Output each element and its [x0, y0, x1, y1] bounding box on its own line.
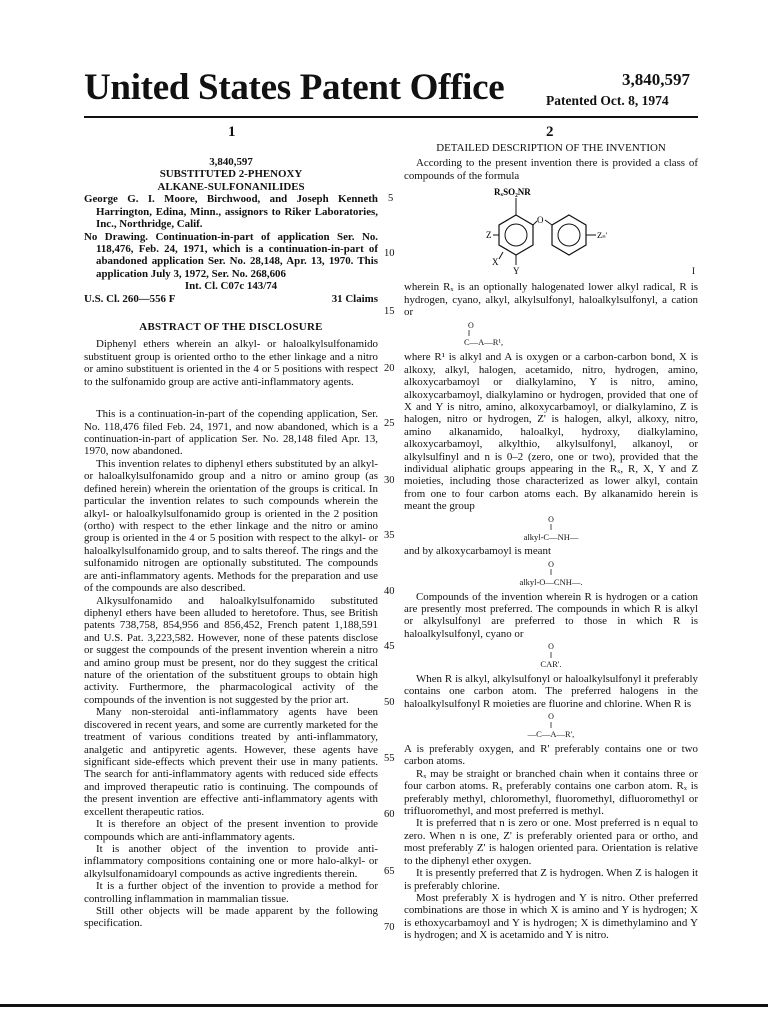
patent-office-title: United States Patent Office — [84, 67, 505, 108]
formula-carbonyl-a — [464, 322, 698, 348]
header-rule — [84, 116, 698, 118]
line-number: 35 — [384, 530, 395, 541]
paragraph: This is a continuation-in-part of the copending application, Ser. No. 118,476 filed Feb. 24, 1971, and now abandoned, which is a continuation-in-part of application Ser. No. 28,148 filed Apr. 13, 1970, now abandoned. — [84, 408, 378, 458]
paragraph: It is preferred that n is zero or one. Most preferred is n equal to zero. When n is one, Z' is preferably oriented para or ortho, and most preferably Z' is halogen oriented para. Orientation is relative to the diphenyl ether oxygen. — [404, 817, 698, 867]
formula-main: —C—A—R', — [527, 728, 575, 739]
line-number: 65 — [384, 866, 395, 877]
line-number: 60 — [384, 809, 395, 820]
paragraph: It is a further object of the invention to provide a method for controlling inflammation in mammalian tissue. — [84, 880, 378, 905]
claims-count: 31 Claims — [331, 292, 378, 305]
formula-zn: Zₙ' — [597, 230, 608, 241]
footer-rule — [0, 1004, 768, 1007]
paragraph: It is presently preferred that Z is hydrogen. When Z is halogen it is preferably chlorine. — [404, 867, 698, 892]
paragraph: When R is alkyl, alkylsulfonyl or haloalkylsulfonyl it preferably contains one carbon atom. The preferred halogens in the haloalkylsulfonyl R moieties are fluorine and chlorine. When R is — [404, 672, 698, 710]
bond-line — [545, 220, 552, 225]
abstract-heading: ABSTRACT OF THE DISCLOSURE — [139, 321, 323, 334]
line-number: 20 — [384, 363, 395, 374]
patent-date: Patented Oct. 8, 1974 — [546, 93, 669, 108]
filing-info: No Drawing. Continuation-in-part of application Ser. No. 118,476, Feb. 24, 1971, which is a continuation-in-part of abandoned application Ser. No. 28,148, Apr. 13, 1970. This application July 3, 1972, Ser. No. 268,606 — [84, 230, 378, 280]
line-number: 25 — [384, 418, 395, 429]
formula-double-bond: ‖ — [549, 568, 553, 578]
line-number: 45 — [384, 641, 395, 652]
paragraph: It is another object of the invention to provide anti-inflammatory compositions containing one or more halo-alkyl- or alkylsulfonamidoaryl compounds as active ingredients therein. — [84, 842, 378, 880]
formula-double-bond: ‖ — [549, 650, 553, 660]
formula-alkoxycarbamoyl — [404, 561, 698, 587]
formula-car-dash — [404, 713, 698, 739]
formula-double-bond: ‖ — [549, 523, 553, 533]
column-number-right: 2 — [546, 124, 554, 140]
formula-x: X — [492, 257, 499, 268]
inventors: George G. I. Moore, Birchwood, and Joseph Kenneth Harrington, Edina, Minn., assignors to Riker Laboratories, Inc., Northridge, Calif. — [84, 193, 378, 231]
formula-car — [404, 643, 698, 669]
line-number: 5 — [388, 193, 394, 204]
formula-double-bond: ‖ — [549, 720, 553, 730]
doc-title: SUBSTITUTED 2-PHENOXY ALKANE-SULFONANILIDES — [157, 168, 305, 193]
formula-main: C—A—R¹, — [464, 337, 504, 348]
doc-number: 3,840,597 — [209, 156, 253, 168]
line-number: 40 — [384, 586, 395, 597]
paragraph: and by alkoxycarbamoyl is meant — [404, 545, 551, 558]
paragraph: Compounds of the invention wherein R is hydrogen or a cation are presently most preferred. The compounds in which R is alkyl or alkylsulfonyl are preferred to those in which R is haloalkylsulfonyl, cyano or — [404, 590, 698, 640]
paragraph: Still other objects will be made apparent by the following specification. — [84, 905, 378, 930]
ring-circle-left — [505, 224, 527, 246]
line-number: 50 — [384, 697, 395, 708]
paragraph: This invention relates to diphenyl ethers substituted by an alkyl- or haloalkylsulfonamido group and a nitro or amino group (as defined herein) wherein the orientation of the groups is critical. In particular the invention relates to such compounds wherein the alkyl- or haloalkylsulfonamido group is oriented in the 2 position (ortho) with respect to the ether linkage and the nitro or amino group is oriented in the 4 or 5 position with respect to the alkyl- or haloalkylsulfonamido group, and to salts thereof. The rings and the sulfonamido nitrogen are optionally substituted. The compounds are anti-inflammatory agents. Methods for the preparation and use of the compounds are also described. — [84, 457, 378, 595]
paragraph: A is preferably oxygen, and R' preferably contains one or two carbon atoms. — [404, 742, 698, 768]
paragraph: Most preferably X is hydrogen and Y is nitro. Other preferred combinations are those in which X is amino and Y is hydrogen; X is ethoxycarbamoyl and Y is hydrogen; X is dimethylamino and Y is hydrogen; and X is acetamido and Y is nitro. — [404, 891, 698, 942]
formula-main: alkyl-O—CNH—. — [519, 576, 583, 587]
formula-main: alkyl-C—NH— — [523, 531, 579, 542]
formula-o: O — [537, 215, 544, 226]
paragraph: wherein Rₓ is an optionally halogenated lower alkyl radical, R is hydrogen, cyano, alkyl, alkylsulfonyl, haloalkylsulfonyl, a cation or — [404, 281, 698, 319]
paragraph: It is therefore an object of the present invention to provide compounds which are anti-inflammatory agents. — [84, 818, 378, 843]
formula-main: CAR'. — [540, 659, 562, 670]
ring-circle-right — [558, 224, 580, 246]
line-number: 70 — [384, 922, 395, 933]
patent-number: 3,840,597 — [622, 70, 690, 89]
formula-alkanamido — [404, 516, 698, 542]
benzene-ring-left — [499, 215, 533, 255]
column-number-left: 1 — [228, 124, 236, 140]
formula-y: Y — [513, 266, 520, 277]
paragraph: where R¹ is alkyl and A is oxygen or a carbon-carbon bond, X is alkoxy, alkyl, halogen, acetamido, nitro, hydrogen, amino, alkoxycarbamoyl or dialkylamino, Y is nitro, amino, alkoxycarbamoyl, dialkylamino or hydrogen, provided that one of X and Y is nitro, amino, alkoxycarbamoyl, or dialkylamino, Z is halogen, nitro or hydrogen, Z' is halogen, alkyl, alkoxy, nitro, amino alkanamido, haloalkyl, hydroxy, dialkylamino, alkoxycarbamoyl, alkylthio, alkylsulfonyl, alkanoyl, or alkylsulfinyl and n is 0–2 (zero, one or two), provided that the individual aliphatic groups appearing in the Rₓ, R, X, Y and Z moieties, including those characterized as lower alkyl, contain from one to four carbon atoms each. By alkanamido herein is meant the group — [404, 351, 698, 513]
formula-label: I — [692, 266, 695, 277]
line-number: 30 — [384, 475, 395, 486]
formula-o-top: O — [468, 320, 474, 330]
paragraph: According to the present invention there is provided a class of compounds of the formula — [404, 157, 698, 182]
int-cl: Int. Cl. C07c 143/74 — [184, 280, 278, 293]
right-column — [404, 142, 698, 942]
paragraph: Many non-steroidal anti-inflammatory agents have been discovered in recent years, and some are currently marketed for the treatment of various conditions treated by anti-inflammatory, analgetic and antipyretic agents. However, these agents have significant side-effects which prevent their use in many patients. The search for anti-inflammatory agents with reduced side effects and improved therapeutic ratio is continuing. The compounds of the present invention are effective anti-inflammatory agents with excellent therapeutic ratios. — [84, 706, 378, 818]
formula-o-top: O — [548, 559, 554, 569]
abstract-text: Diphenyl ethers wherein an alkyl- or haloalkylsulfonamido substituent group is oriented ortho to the ether linkage and a nitro or amino substituent is oriented in the 4 or 5 positions with respect to the sulfonamido group are active anti-inflammatory agents. — [84, 338, 378, 388]
formula-o-top: O — [548, 514, 554, 524]
paragraph: Alkysulfonamido and haloalkylsulfonamido substituted diphenyl ethers have been alluded to heretofore. Thus, see British patents 738,758, 854,956 and 856,452, French patent 1,188,591 and U.S. Pat. 3,223,582. However, none of these patents disclose or suggest the compounds of the present invention wherein a nitro and amino group must be present, nor do they suggest the critical nature of the orientation of the substituent groups to obtain high activity. Furthermore, the pharmacological activity of the compounds of the invention is not suggested by the prior art. — [84, 594, 378, 706]
line-number: 55 — [384, 753, 395, 764]
classification-row — [84, 293, 378, 305]
benzene-ring-right — [552, 215, 586, 255]
formula-o-top: O — [548, 642, 554, 652]
bond-line — [499, 252, 503, 259]
formula-double-bond: ‖ — [468, 328, 471, 338]
paragraph: Rₓ may be straight or branched chain when it contains three or four carbon atoms. Rₓ preferably contains one carbon atom. Rₓ is preferably methyl, chloromethyl, fluoromethyl, difluoromethyl or trifluoromethyl, and most preferred is methyl. — [404, 767, 698, 818]
left-column — [84, 156, 378, 930]
formula-z: Z — [486, 230, 492, 241]
us-cl: U.S. Cl. 260—556 F — [84, 292, 176, 305]
formula-o-top: O — [548, 712, 554, 722]
line-number: 10 — [384, 248, 395, 259]
line-number: 15 — [384, 306, 395, 317]
formula-rxso2nr: RₓSO₂NR — [494, 187, 531, 198]
section-heading: DETAILED DESCRIPTION OF THE INVENTION — [436, 142, 666, 154]
chemical-structure-diagram — [404, 183, 698, 279]
